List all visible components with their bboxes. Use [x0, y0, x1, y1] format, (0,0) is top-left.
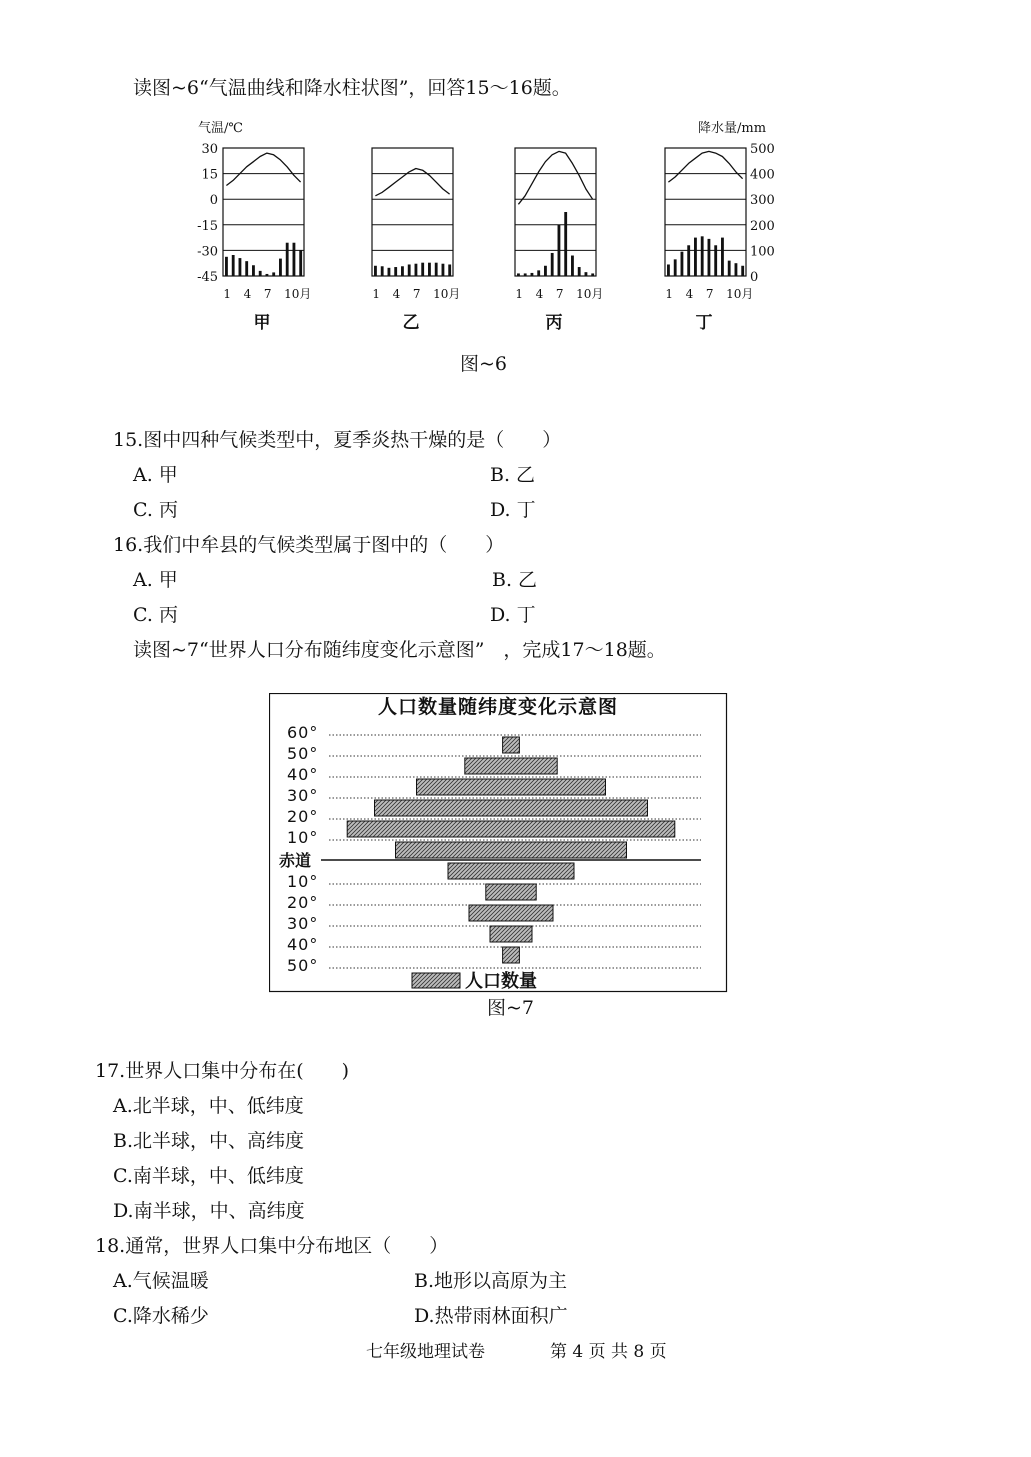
precipitation-tick-label: 400: [750, 167, 775, 183]
month-tick-label: 10月: [284, 287, 312, 301]
temperature-curve: [518, 151, 592, 204]
precipitation-bar: [551, 253, 554, 276]
precipitation-bar: [667, 264, 670, 276]
panel-frame: [515, 148, 596, 276]
panel-frame: [223, 148, 304, 276]
q17-option-d: D.南半球，中、高纬度: [113, 1200, 305, 1222]
precipitation-bar: [708, 239, 711, 276]
temperature-curve: [375, 169, 449, 196]
climate-charts-figure: [190, 118, 790, 340]
precipitation-bar: [701, 236, 704, 276]
month-tick-label: 7: [555, 287, 564, 301]
precipitation-bar: [272, 272, 275, 276]
q17-option-c: C.南半球，中、低纬度: [113, 1165, 304, 1187]
panel-frame: [665, 148, 746, 276]
q15-option-a: A. 甲: [133, 464, 178, 486]
temperature-tick-label: -15: [197, 218, 218, 234]
precipitation-bar: [245, 261, 248, 276]
q16-option-b: B. 乙: [492, 569, 538, 591]
q15-option-c: C. 丙: [133, 499, 178, 521]
panel-frame: [372, 148, 453, 276]
precipitation-bar: [442, 264, 445, 276]
month-tick-label: 10月: [576, 287, 604, 301]
month-tick-label: 4: [243, 287, 252, 301]
climate-panel-2: [372, 148, 460, 333]
precipitation-bar: [299, 250, 302, 276]
precipitation-bar: [537, 270, 540, 276]
figure6-caption: 图~6: [460, 353, 508, 375]
precipitation-bar: [571, 256, 574, 276]
north-latitude-label: 30°: [287, 786, 319, 805]
q18-option-a: A.气候温暖: [113, 1270, 209, 1292]
q16-option-a: A. 甲: [133, 569, 178, 591]
precipitation-bar: [674, 259, 677, 276]
temperature-tick-label: 15: [201, 167, 218, 183]
population-bar: [448, 863, 574, 879]
q15-option-b: B. 乙: [490, 464, 536, 486]
question-15-stem: 15.图中四种气候类型中，夏季炎热干燥的是（ ）: [113, 429, 562, 451]
precipitation-tick-label: 0: [750, 270, 759, 285]
precipitation-bar: [408, 264, 411, 276]
month-tick-label: 7: [705, 287, 714, 301]
month-tick-label: 4: [535, 287, 544, 301]
south-latitude-label: 20°: [287, 893, 319, 912]
month-tick-label: 1: [372, 287, 381, 301]
footer-subject: 七年级地理试卷: [366, 1342, 485, 1362]
climate-panel-4: [665, 148, 753, 333]
precipitation-bar: [394, 267, 397, 276]
legend-label: 人口数量: [465, 971, 537, 992]
population-bar: [417, 779, 606, 795]
precipitation-bar: [578, 267, 581, 276]
population-bar: [347, 821, 675, 837]
month-tick-label: 7: [412, 287, 421, 301]
precipitation-bar: [564, 212, 567, 276]
north-latitude-label: 20°: [287, 807, 319, 826]
precipitation-bar: [728, 261, 731, 276]
intro-figure6: 读图~6“气温曲线和降水柱状图”，回答15～16题。: [133, 77, 571, 99]
south-latitude-label: 10°: [287, 872, 319, 891]
q17-option-b: B.北半球，中、高纬度: [113, 1130, 305, 1152]
precipitation-tick-label: 300: [750, 193, 775, 209]
precipitation-bar: [517, 273, 520, 276]
population-bar: [486, 884, 536, 900]
climate-panel-1: [223, 148, 311, 333]
population-bar: [490, 926, 532, 942]
precipitation-bar: [714, 245, 717, 276]
month-tick-label: 1: [223, 287, 232, 301]
month-tick-label: 4: [685, 287, 694, 301]
precipitation-bar: [585, 272, 588, 276]
precipitation-bar: [266, 274, 269, 276]
population-bar: [503, 737, 520, 753]
precipitation-bar: [415, 264, 418, 276]
temperature-curve: [668, 151, 742, 182]
precipitation-bar: [421, 263, 424, 276]
month-tick-label: 10月: [433, 287, 461, 301]
month-tick-label: 1: [665, 287, 674, 301]
precipitation-bar: [374, 266, 377, 276]
month-tick-label: 10月: [726, 287, 754, 301]
q18-option-b: B.地形以高原为主: [414, 1270, 568, 1292]
south-latitude-label: 30°: [287, 914, 319, 933]
precipitation-bar: [544, 266, 547, 276]
month-tick-label: 7: [263, 287, 272, 301]
population-bar: [375, 800, 648, 816]
chart-title: 人口数量随纬度变化示意图: [377, 696, 619, 718]
intro-figure7: 读图~7“世界人口分布随纬度变化示意图” ，完成17～18题。: [133, 639, 666, 661]
precipitation-bar: [388, 268, 391, 276]
month-tick-label: 1: [515, 287, 524, 301]
question-17-stem: 17.世界人口集中分布在( ): [95, 1060, 350, 1082]
precipitation-bar: [232, 255, 235, 276]
temperature-curve: [226, 153, 300, 185]
q16-option-c: C. 丙: [133, 604, 178, 626]
precipitation-bar: [279, 259, 282, 276]
precipitation-bar: [531, 273, 534, 276]
precipitation-bar: [401, 266, 404, 276]
figure7-caption: 图~7: [487, 997, 535, 1019]
precipitation-bar: [735, 263, 738, 276]
climate-panel-3: [515, 148, 603, 333]
population-latitude-chart: [269, 693, 729, 993]
q18-option-d: D.热带雨林面积广: [414, 1305, 568, 1327]
q17-option-a: A.北半球，中、低纬度: [113, 1095, 304, 1117]
temperature-tick-label: 0: [209, 193, 218, 209]
precipitation-bar: [252, 265, 255, 276]
north-latitude-label: 50°: [287, 744, 319, 763]
temperature-tick-label: -30: [197, 244, 218, 260]
precipitation-bar: [694, 238, 697, 276]
panel-label: 丁: [695, 313, 713, 333]
north-latitude-label: 10°: [287, 828, 319, 847]
precipitation-bar: [259, 271, 262, 276]
panel-label: 乙: [402, 313, 420, 333]
panel-label: 丙: [545, 313, 563, 333]
precipitation-bar: [239, 258, 242, 276]
question-18-stem: 18.通常，世界人口集中分布地区（ ）: [95, 1235, 449, 1257]
south-latitude-label: 50°: [287, 956, 319, 975]
temperature-tick-label: 30: [201, 142, 218, 157]
temperature-tick-label: -45: [197, 270, 218, 285]
precipitation-bar: [558, 225, 561, 276]
panel-label: 甲: [253, 313, 271, 333]
population-bar: [396, 842, 627, 858]
legend-swatch: [412, 973, 460, 988]
north-latitude-label: 60°: [287, 723, 319, 742]
population-bar: [469, 905, 553, 921]
precipitation-tick-label: 500: [750, 142, 775, 157]
q15-option-d: D. 丁: [490, 499, 536, 521]
north-latitude-label: 40°: [287, 765, 319, 784]
precipitation-bar: [381, 266, 384, 276]
population-bar: [465, 758, 557, 774]
precipitation-bar: [428, 263, 431, 276]
precipitation-bar: [721, 238, 724, 276]
precipitation-bar: [524, 273, 527, 276]
precipitation-bar: [448, 264, 451, 276]
precipitation-bar: [435, 263, 438, 276]
precipitation-bar: [741, 266, 744, 276]
precipitation-bar: [681, 252, 684, 276]
precipitation-tick-label: 100: [750, 244, 775, 260]
precipitation-bar: [687, 245, 690, 276]
population-bar: [503, 947, 520, 963]
q16-option-d: D. 丁: [490, 604, 536, 626]
precipitation-bar: [293, 243, 296, 276]
precipitation-bar: [591, 273, 594, 276]
footer-page-number: 第 4 页 共 8 页: [550, 1342, 667, 1362]
temperature-axis-title: 气温/℃: [198, 121, 243, 136]
precipitation-tick-label: 200: [750, 218, 775, 234]
precipitation-axis-title: 降水量/mm: [698, 121, 767, 136]
precipitation-bar: [286, 243, 289, 276]
q18-option-c: C.降水稀少: [113, 1305, 209, 1327]
equator-label: 赤道: [279, 851, 312, 870]
question-16-stem: 16.我们中牟县的气候类型属于图中的（ ）: [113, 534, 505, 556]
month-tick-label: 4: [392, 287, 401, 301]
precipitation-bar: [225, 257, 228, 276]
south-latitude-label: 40°: [287, 935, 319, 954]
